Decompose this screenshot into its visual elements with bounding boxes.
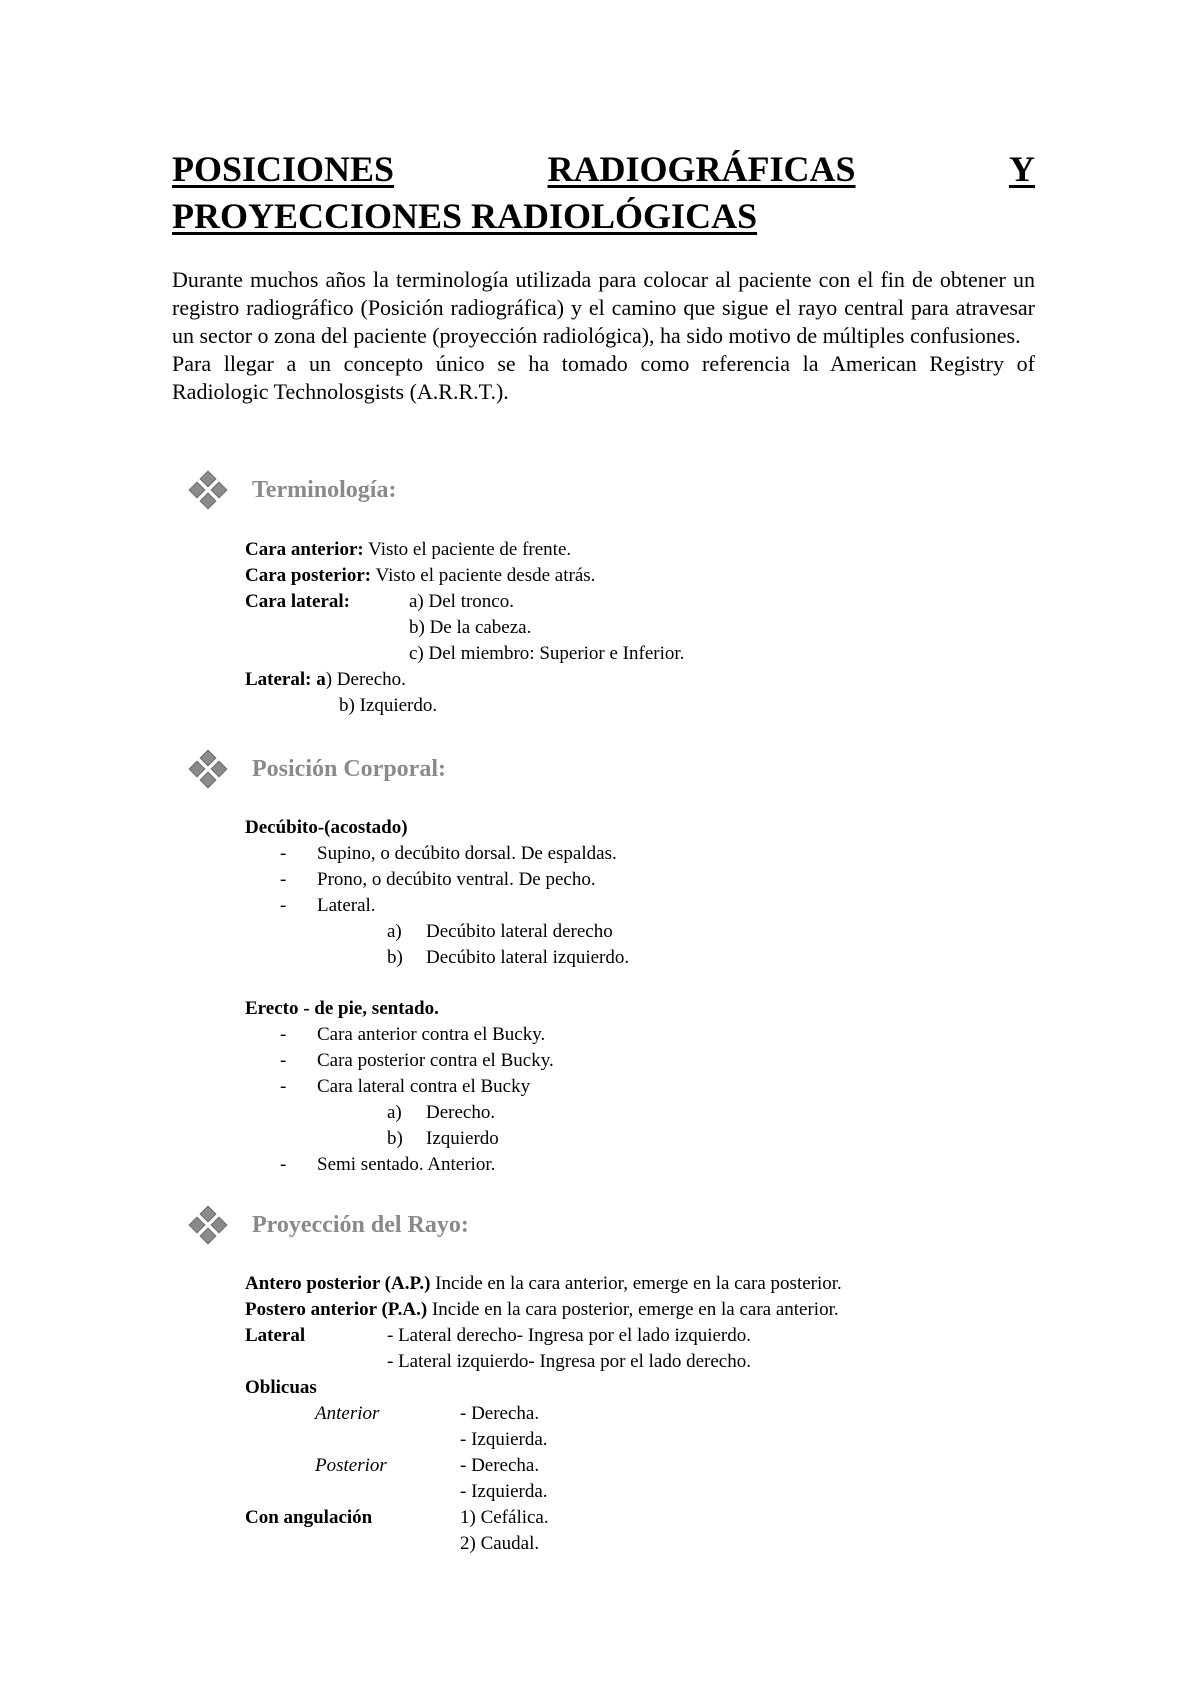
term-text: Incide en la cara anterior, emerge en la cara posterior. [430,1273,842,1294]
list-item: - Izquierda. [460,1429,548,1450]
diamond-bullet-icon [190,472,226,508]
list-item: Lateral. [317,895,376,916]
dash-bullet: - [280,1050,287,1071]
list-item: Decúbito lateral derecho [426,921,613,942]
anterior-label: Anterior [315,1403,380,1424]
posterior-label: Posterior [315,1455,387,1476]
list-item: - Derecha. [460,1403,540,1424]
list-item: 2) Caudal. [460,1533,540,1554]
title-word: POSICIONES [172,149,395,189]
list-item: Cara posterior contra el Bucky. [317,1050,554,1071]
dash-bullet: - [280,1024,287,1045]
title-word: Y [1008,149,1035,189]
intro-paragraph: Para llegar a un concepto único se ha tomado como referencia la American Registry of Radiologic Technolosgists (A.R.R.T.). [172,351,1035,404]
dash-bullet: - [280,1076,287,1097]
term-label: Lateral: a [245,669,326,690]
intro-paragraph: Durante muchos años la terminología utilizada para colocar al paciente con el fin de obtener un registro radiográfico (Posición radiográfica) y el camino que sigue el rayo central para atravesar un sector o zona del paciente (proyección radiológica), ha sido motivo de múltiples confusiones. [172,267,1035,348]
term-label: Postero anterior (P.A.) [245,1299,428,1320]
list-item: Cara anterior contra el Bucky. [317,1024,546,1045]
list-item: 1) Cefálica. [460,1507,549,1528]
lateral-label: Lateral [245,1325,306,1346]
diamond-bullet-icon [190,751,226,787]
sub-marker: b) [387,947,403,968]
sub-marker: a) [387,1102,402,1123]
term-text: ) Derecho. [325,669,406,690]
list-item: Cara lateral contra el Bucky [317,1076,531,1097]
sub-marker: a) [387,921,402,942]
oblicuas-label: Oblicuas [245,1377,317,1398]
term-text: Visto el paciente desde atrás. [371,565,596,586]
list-item: - Izquierda. [460,1481,548,1502]
section-terminologia-heading [190,470,396,510]
dash-bullet: - [280,843,287,864]
list-item: Derecho. [426,1102,496,1123]
list-item: Prono, o decúbito ventral. De pecho. [317,869,596,890]
dash-bullet: - [280,1154,287,1175]
erecto-label: Erecto - de pie, sentado. [245,998,439,1019]
term-label: Cara anterior: [245,539,364,560]
cara-anterior-line [245,537,571,563]
page-title [172,146,1035,240]
title-line-1 [172,146,1035,193]
list-item: c) Del miembro: Superior e Inferior. [409,643,685,664]
title-line-2: PROYECCIONES RADIOLÓGICAS [172,196,758,236]
list-item: a) Del tronco. [409,591,514,612]
section-proyeccion-heading [190,1205,469,1245]
section-posicion-heading [190,749,446,789]
section-title: Posición Corporal: [252,755,446,782]
diamond-bullet-icon [190,1207,226,1243]
list-item: Semi sentado. Anterior. [317,1154,496,1175]
ap-line [245,1271,842,1297]
section-title: Proyección del Rayo: [252,1211,469,1238]
list-item: - Derecha. [460,1455,540,1476]
pa-line [245,1297,839,1323]
cara-lateral-label: Cara lateral: [245,591,350,612]
decubito-label: Decúbito-(acostado) [245,817,408,838]
section-title: Terminología: [252,476,397,503]
title-word: RADIOGRÁFICAS [547,149,856,189]
list-item: Supino, o decúbito dorsal. De espaldas. [317,843,617,864]
list-item: Izquierdo [426,1128,499,1149]
sub-marker: b) [387,1128,403,1149]
cara-posterior-line [245,563,595,589]
intro-text [172,266,1035,406]
term-label: Antero posterior (A.P.) [245,1273,431,1294]
lateral-line [245,667,406,693]
list-item: - Lateral derecho- Ingresa por el lado izquierdo. [387,1325,751,1346]
term-label: Cara posterior: [245,565,372,586]
list-item: Decúbito lateral izquierdo. [426,947,630,968]
list-item: - Lateral izquierdo- Ingresa por el lado derecho. [387,1351,751,1372]
list-item: b) De la cabeza. [409,617,532,638]
angulacion-label: Con angulación [245,1507,373,1528]
term-text: Incide en la cara posterior, emerge en la cara anterior. [427,1299,839,1320]
dash-bullet: - [280,869,287,890]
list-item: b) Izquierdo. [339,695,438,716]
term-text: Visto el paciente de frente. [363,539,572,560]
dash-bullet: - [280,895,287,916]
